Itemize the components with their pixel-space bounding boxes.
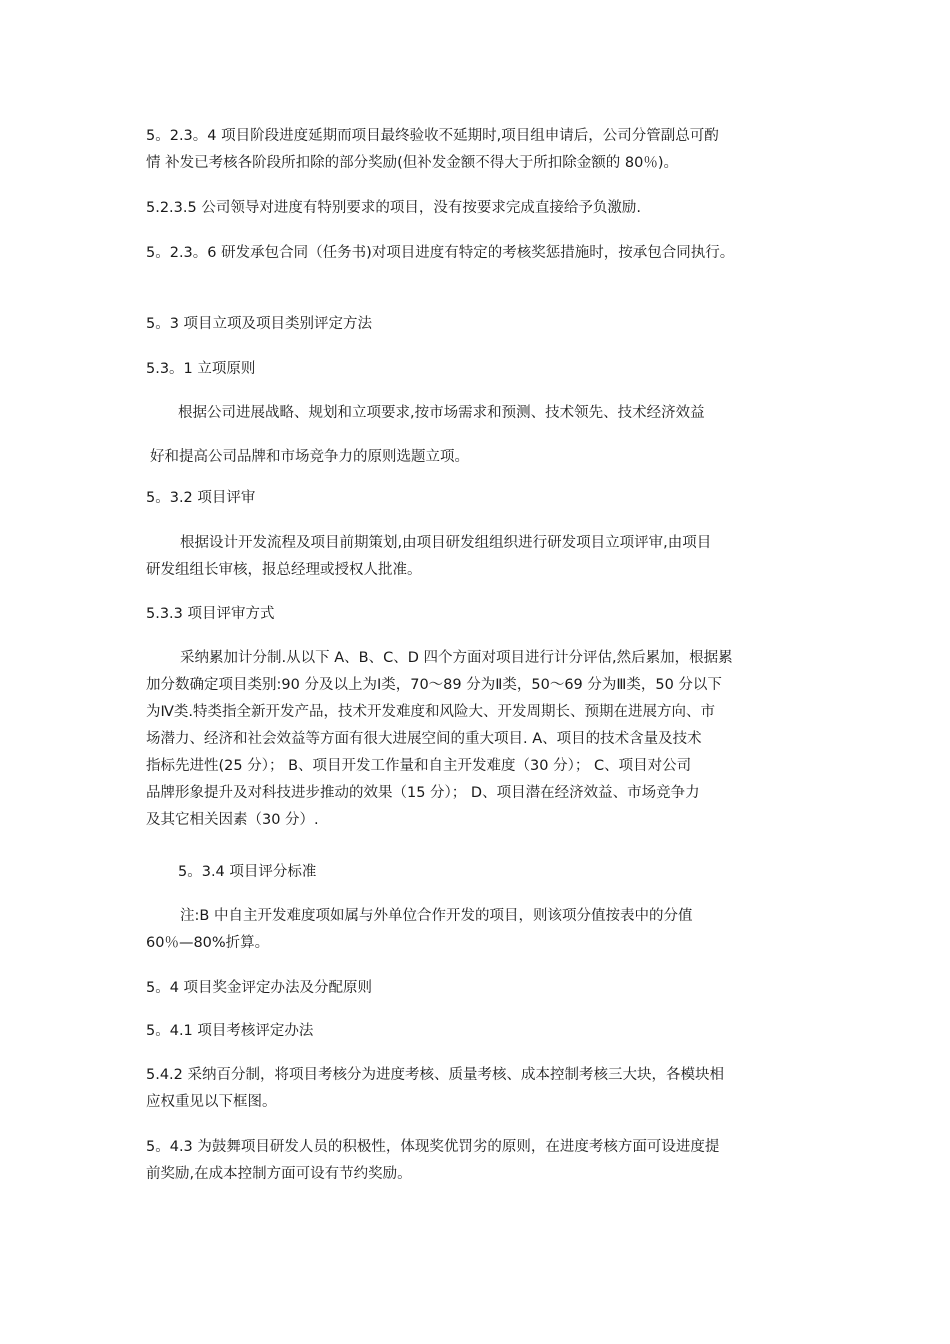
paragraph-5-2-3-6 xyxy=(146,240,811,267)
paragraph-5-2-3-4 xyxy=(146,123,811,177)
text-line: 为Ⅳ类.特类指全新开发产品，技术开发难度和风险大、开发周期长、预期在进展方向、市 xyxy=(146,704,715,720)
paragraph-note xyxy=(146,903,811,957)
section-heading: 5.3。1 立项原则 xyxy=(146,361,256,377)
section-heading: 5。4 项目奖金评定办法及分配原则 xyxy=(146,980,373,996)
text-line: 5.4.2 采纳百分制，将项目考核分为进度考核、质量考核、成本控制考核三大块，各模块相 xyxy=(146,1067,724,1083)
section-heading: 5.3.3 项目评审方式 xyxy=(146,606,275,622)
text-line: 前奖励,在成本控制方面可设有节约奖励。 xyxy=(146,1166,412,1182)
text-line: 根据设计开发流程及项目前期策划,由项目研发组组织进行研发项目立项评审,由项目 xyxy=(180,535,712,551)
text-line: 及其它相关因素（30 分）. xyxy=(146,812,319,828)
text-line: 5。2.3。4 项目阶段进度延期而项目最终验收不延期时,项目组申请后，公司分管副总可酌 xyxy=(146,128,719,144)
text-line: 应权重见以下框图。 xyxy=(146,1094,277,1110)
text-line: 加分数确定项目类别:90 分及以上为Ⅰ类，70～89 分为Ⅱ类，50～69 分为Ⅲ类，50 分以下 xyxy=(146,677,722,693)
paragraph-5-4-2 xyxy=(146,1062,811,1116)
text-line: 注:B 中自主开发难度项如属与外单位合作开发的项目，则该项分值按表中的分值 xyxy=(180,908,693,924)
heading-5-3-1 xyxy=(146,356,811,383)
text-line: 指标先进性(25 分）； B、项目开发工作量和自主开发难度（30 分）； C、项目对公司 xyxy=(146,758,692,774)
text-line: 场潜力、经济和社会效益等方面有很大进展空间的重大项目. A、项目的技术含量及技术 xyxy=(146,731,702,747)
heading-5-3 xyxy=(146,311,811,338)
section-heading: 5。4.1 项目考核评定办法 xyxy=(146,1023,314,1039)
paragraph-5-2-3-5 xyxy=(146,195,811,222)
text-line: 根据公司进展战略、规划和立项要求,按市场需求和预测、技术领先、技术经济效益 xyxy=(178,405,705,421)
paragraph-5-3-1-line1 xyxy=(178,400,843,427)
section-heading: 5。3.4 项目评分标准 xyxy=(178,864,317,880)
section-heading: 5。3.2 项目评审 xyxy=(146,490,256,506)
heading-5-3-4 xyxy=(178,859,843,886)
heading-5-3-3 xyxy=(146,601,811,628)
text-line: 采纳累加计分制.从以下 A、B、C、D 四个方面对项目进行计分评估,然后累加，根据累 xyxy=(180,650,733,666)
paragraph-5-4-3 xyxy=(146,1134,811,1188)
text-line: 5。2.3。6 研发承包合同（任务书)对项目进度有特定的考核奖惩措施时，按承包合同执行。 xyxy=(146,245,735,261)
paragraph-5-3-1-line2 xyxy=(150,444,815,471)
heading-5-4-1 xyxy=(146,1018,811,1045)
paragraph-5-3-2 xyxy=(146,530,811,584)
text-line: 60％—80%折算。 xyxy=(146,935,270,951)
text-line: 情 补发已考核各阶段所扣除的部分奖励(但补发金额不得大于所扣除金额的 80％)。 xyxy=(146,155,678,171)
text-line: 研发组组长审核，报总经理或授权人批准。 xyxy=(146,562,422,578)
paragraph-5-3-3 xyxy=(146,645,811,834)
heading-5-4 xyxy=(146,975,811,1002)
text-line: 好和提高公司品牌和市场竞争力的原则选题立项。 xyxy=(150,449,469,465)
heading-5-3-2 xyxy=(146,485,811,512)
text-line: 5。4.3 为鼓舞项目研发人员的积极性，体现奖优罚劣的原则，在进度考核方面可设进度提 xyxy=(146,1139,720,1155)
text-line: 5.2.3.5 公司领导对进度有特别要求的项目，没有按要求完成直接给予负激励. xyxy=(146,200,641,216)
section-heading: 5。3 项目立项及项目类别评定方法 xyxy=(146,316,373,332)
text-line: 品牌形象提升及对科技进步推动的效果（15 分）； D、项目潜在经济效益、市场竞争力 xyxy=(146,785,700,801)
